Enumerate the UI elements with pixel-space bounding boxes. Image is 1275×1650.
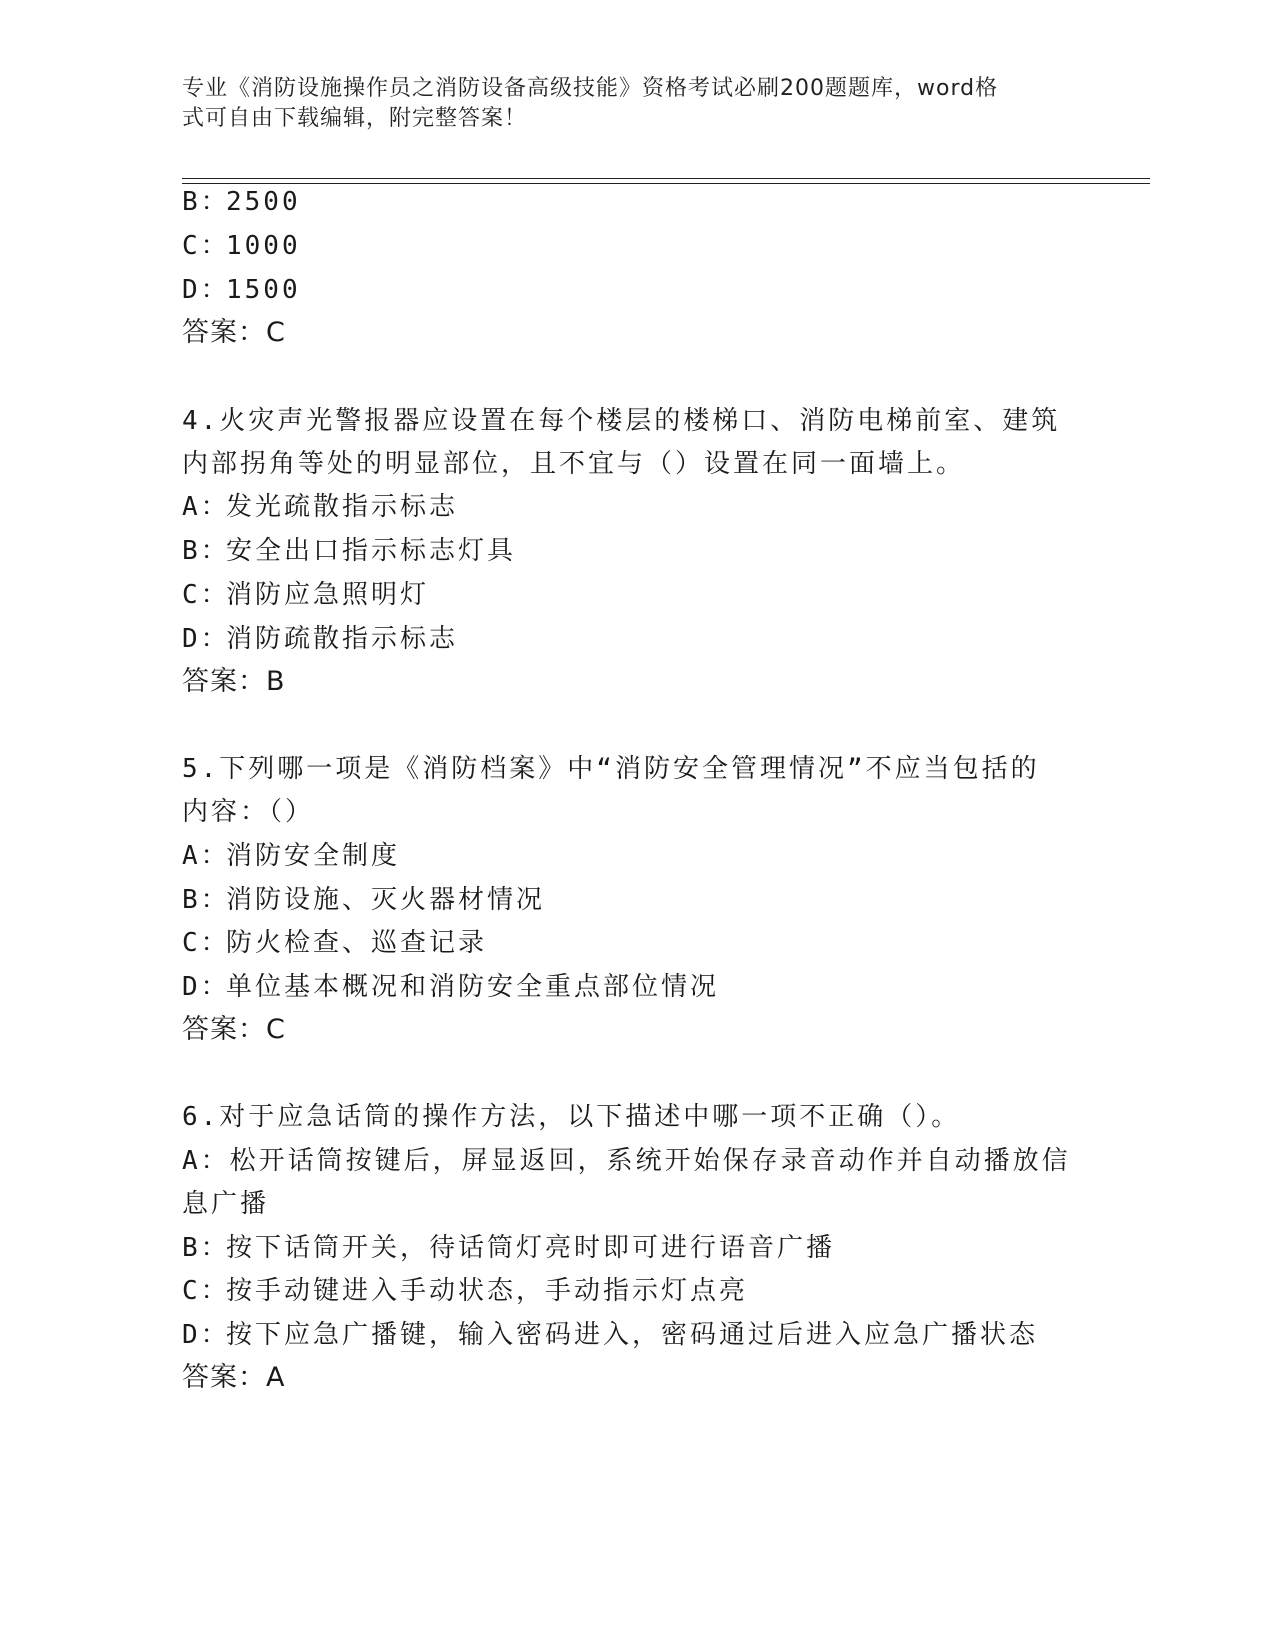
question-6-option-b <box>182 1228 835 1268</box>
option-text: 安全出口指示标志灯具 <box>226 536 517 566</box>
header-divider-top <box>182 178 1150 179</box>
question-4-answer: 答案：B <box>182 666 286 697</box>
question-5-option-b <box>182 880 545 920</box>
question-5-option-d <box>182 967 719 1007</box>
header-title-line-1: 专业《消防设施操作员之消防设备高级技能》资格考试必刷200题题库，word格 <box>182 76 999 101</box>
option-c <box>182 226 301 266</box>
question-4-stem-line-1: 4.火灾声光警报器应设置在每个楼层的楼梯口、消防电梯前室、建筑 <box>182 406 1061 436</box>
question-4-stem-line-2: 内部拐角等处的明显部位，且不宜与（）设置在同一面墙上。 <box>182 449 966 479</box>
option-text: 1000 <box>226 231 301 261</box>
option-text: 2500 <box>226 187 301 217</box>
document-header <box>182 74 1062 134</box>
question-4-option-d <box>182 619 458 659</box>
option-key: A： <box>182 492 230 522</box>
option-text: 发光疏散指示标志 <box>226 492 459 522</box>
question-6-option-a-line-2: 息广播 <box>182 1189 270 1219</box>
option-key: C： <box>182 928 230 958</box>
question-6-option-d <box>182 1315 1038 1355</box>
question-5-stem-line-1: 5.下列哪一项是《消防档案》中“消防安全管理情况”不应当包括的 <box>182 754 1040 784</box>
question-6-stem: 6.对于应急话筒的操作方法，以下描述中哪一项不正确（）。 <box>182 1102 961 1132</box>
question-5-stem-line-2: 内容：（） <box>182 797 315 827</box>
option-key: C： <box>182 231 230 261</box>
option-text: 1500 <box>226 275 301 305</box>
option-text: 消防疏散指示标志 <box>226 624 459 654</box>
header-title-line-2: 式可自由下载编辑，附完整答案！ <box>182 106 528 131</box>
question-5-answer: 答案：C <box>182 1014 286 1045</box>
option-text: 单位基本概况和消防安全重点部位情况 <box>226 972 720 1002</box>
option-key: D： <box>182 1320 230 1350</box>
answer-line: 答案：C <box>182 317 286 348</box>
question-6-option-a-line-1: A：松开话筒按键后，屏显返回，系统开始保存录音动作并自动播放信 <box>182 1146 1071 1176</box>
header-divider-bottom <box>182 183 1150 184</box>
question-5-option-c <box>182 923 487 963</box>
option-text: 按手动键进入手动状态，手动指示灯点亮 <box>226 1276 749 1306</box>
option-key: B： <box>182 187 230 217</box>
option-key: B： <box>182 885 230 915</box>
option-key: C： <box>182 1276 230 1306</box>
question-6-option-c <box>182 1271 748 1311</box>
option-text: 消防应急照明灯 <box>226 580 430 610</box>
option-text: 防火检查、巡查记录 <box>226 928 488 958</box>
option-d <box>182 270 301 310</box>
option-text: 按下话筒开关，待话筒灯亮时即可进行语音广播 <box>226 1233 836 1263</box>
question-4-option-c <box>182 575 429 615</box>
option-key: B： <box>182 1233 230 1263</box>
question-4-option-b <box>182 531 516 571</box>
option-key: B： <box>182 536 230 566</box>
option-text: 消防设施、灭火器材情况 <box>226 885 546 915</box>
question-5-option-a <box>182 836 400 876</box>
option-b <box>182 182 301 222</box>
question-6-answer: 答案：A <box>182 1362 286 1393</box>
question-4-option-a <box>182 487 458 527</box>
option-key: C： <box>182 580 230 610</box>
option-key: D： <box>182 972 230 1002</box>
option-key: D： <box>182 275 230 305</box>
option-key: A： <box>182 841 230 871</box>
option-text: 消防安全制度 <box>226 841 401 871</box>
option-key: D： <box>182 624 230 654</box>
option-text: 按下应急广播键，输入密码进入，密码通过后进入应急广播状态 <box>226 1320 1039 1350</box>
